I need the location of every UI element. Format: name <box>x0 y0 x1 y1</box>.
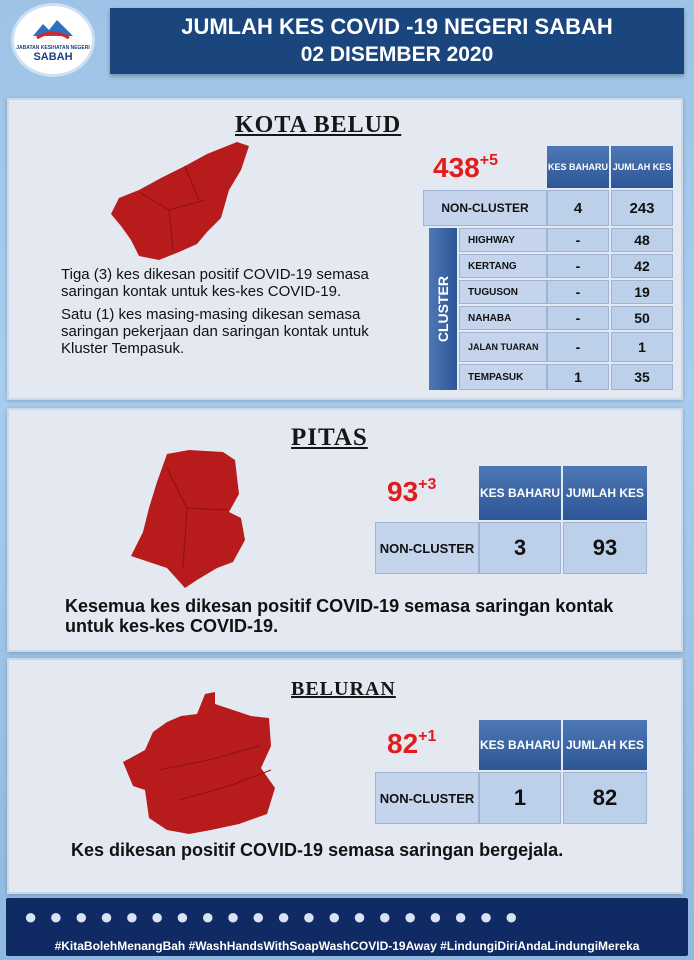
page-date: 02 DISEMBER 2020 <box>300 43 494 66</box>
beluran-description: Kes dikesan positif COVID-19 semasa saringan bergejala. <box>71 840 564 860</box>
footer-hashtags: #KitaBolehMenangBah #WashHandsWithSoapWashCOVID-19Away #LindungiDiriAndaLindungiMereka <box>54 939 640 953</box>
person-icon: ● <box>49 904 63 929</box>
pitas-header-new: KES BAHARU <box>479 466 561 520</box>
beluran-panel <box>7 658 683 894</box>
cluster-name: HIGHWAY <box>459 228 547 252</box>
beluran-noncluster-new: 1 <box>479 772 561 824</box>
footer-banner <box>6 898 688 956</box>
person-icon: ● <box>428 904 443 929</box>
kota-belud-header-new: KES BAHARU <box>547 146 609 188</box>
person-icon: ● <box>454 904 468 929</box>
cluster-total: 35 <box>611 364 673 390</box>
kota-belud-noncluster-new: 4 <box>547 190 609 226</box>
pitas-title: PITAS <box>291 424 368 451</box>
beluran-map <box>119 690 291 836</box>
cluster-new: - <box>547 306 609 330</box>
kota-belud-noncluster-label: NON-CLUSTER <box>423 190 547 226</box>
cluster-name: NAHABA <box>459 306 547 330</box>
pitas-noncluster-label: NON-CLUSTER <box>375 522 479 574</box>
cluster-total: 50 <box>611 306 673 330</box>
page-header <box>110 8 684 74</box>
sabah-logo <box>14 6 92 74</box>
beluran-header-new: KES BAHARU <box>479 720 561 770</box>
person-icon: ● <box>125 904 139 929</box>
sabah-logo-icon <box>31 18 75 45</box>
pitas-noncluster-total: 93 <box>563 522 647 574</box>
pitas-header-total: JUMLAH KES <box>563 466 647 520</box>
kota-belud-panel <box>7 98 683 400</box>
person-icon: ● <box>352 904 367 929</box>
pitas-noncluster-new: 3 <box>479 522 561 574</box>
kota-belud-desc-1: Tiga (3) kes dikesan positif COVID-19 semasa saringan kontak untuk kes-kes COVID-19. <box>61 266 369 300</box>
person-icon: ● <box>327 904 341 929</box>
person-icon: ● <box>251 904 265 929</box>
person-icon: ● <box>99 904 114 929</box>
person-icon: ● <box>24 904 38 929</box>
beluran-title: BELURAN <box>291 678 396 700</box>
logo-text: SABAH <box>33 50 73 63</box>
logo-top-text: JABATAN KESIHATAN NEGERI <box>16 44 90 51</box>
pitas-map <box>127 448 263 592</box>
person-icon: ● <box>403 904 417 929</box>
kota-belud-total: $438^{+5}$ <box>433 152 498 183</box>
page-title: JUMLAH KES COVID -19 NEGERI SABAH <box>181 14 613 39</box>
cluster-new: - <box>547 228 609 252</box>
frontliners-strip <box>24 902 518 932</box>
kota-belud-map <box>109 140 259 265</box>
cluster-total: 48 <box>611 228 673 252</box>
person-icon: ● <box>479 904 493 929</box>
kota-belud-cluster-label: CLUSTER <box>429 228 457 390</box>
cluster-total: 42 <box>611 254 673 278</box>
beluran-table <box>375 720 647 824</box>
cluster-new: - <box>547 254 609 278</box>
person-icon: ● <box>302 904 316 929</box>
kota-belud-desc-2: Satu (1) kes masing-masing dikesan semasa saringan pekerjaan dan saringan kontak untuk Kluster Tempasuk. <box>61 306 369 357</box>
cluster-new: - <box>547 332 609 362</box>
beluran-noncluster-total: 82 <box>563 772 647 824</box>
person-icon: ● <box>378 904 392 929</box>
kota-belud-noncluster-total: 243 <box>611 190 673 226</box>
cluster-name: TUGUSON <box>459 280 547 304</box>
kota-belud-title: KOTA BELUD <box>235 112 402 138</box>
cluster-name: TEMPASUK <box>459 364 547 390</box>
cluster-name: JALAN TUARAN <box>459 332 547 362</box>
person-icon: ● <box>504 904 518 929</box>
cluster-new: 1 <box>547 364 609 390</box>
beluran-header-total: JUMLAH KES <box>563 720 647 770</box>
pitas-total: $93^{+3}$ <box>387 476 437 507</box>
person-icon: ● <box>150 904 164 929</box>
pitas-table <box>375 466 647 574</box>
cluster-name: KERTANG <box>459 254 547 278</box>
cluster-new: - <box>547 280 609 304</box>
pitas-description: Kesemua kes dikesan positif COVID-19 semasa saringan kontak untuk kes-kes COVID-19. <box>65 596 614 636</box>
person-icon: ● <box>201 904 215 929</box>
pitas-panel <box>7 408 683 652</box>
kota-belud-table <box>423 146 673 392</box>
kota-belud-header-total: JUMLAH KES <box>611 146 673 188</box>
person-icon: ● <box>226 904 240 929</box>
cluster-total: 19 <box>611 280 673 304</box>
person-icon: ● <box>74 904 88 929</box>
beluran-total: $82^{+1}$ <box>387 728 437 759</box>
person-icon: ● <box>175 904 190 929</box>
cluster-total: 1 <box>611 332 673 362</box>
beluran-noncluster-label: NON-CLUSTER <box>375 772 479 824</box>
person-icon: ● <box>276 904 291 929</box>
kota-belud-description <box>61 266 391 363</box>
